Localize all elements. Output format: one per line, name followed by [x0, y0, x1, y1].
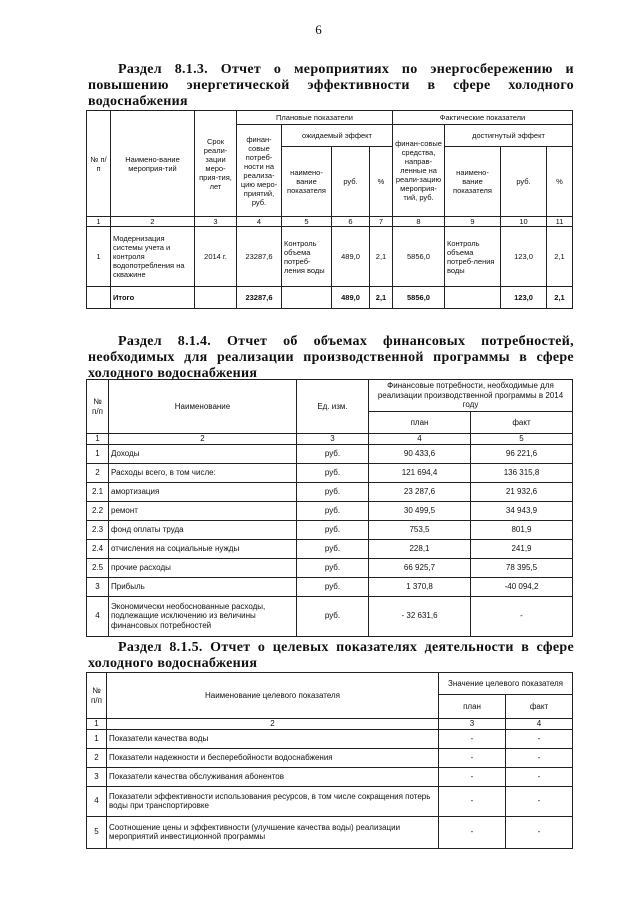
header-rub: руб. — [332, 147, 370, 217]
title-line: необходимых для реализации производственной программы в сфере — [88, 350, 574, 365]
cell-fact-indicator: Контроль объема потреб-ления воды — [445, 227, 501, 287]
cell-name: Показатели надежности и бесперебойности водоснабжения — [107, 748, 439, 767]
cell-unit: руб. — [297, 596, 369, 636]
cell-fact: 136 315,8 — [471, 463, 573, 482]
energy-saving-report-table — [86, 110, 573, 309]
cell-name: Расходы всего, в том числе: — [109, 463, 297, 482]
table-row — [87, 520, 573, 539]
cell-plan: 1 370,8 — [369, 577, 471, 596]
cell-plan: 228,1 — [369, 539, 471, 558]
cell-name: Соотношение цены и эффективности (улучшение качества воды) реализации мероприятий инвестиционной программы — [107, 816, 439, 848]
cell-unit: руб. — [297, 501, 369, 520]
cell-plan-pct: 2,1 — [370, 227, 393, 287]
total-plan-rub: 489,0 — [332, 287, 370, 309]
cell-fact-fin: 5856,0 — [393, 227, 445, 287]
col-number: 8 — [393, 217, 445, 227]
col-number: 1 — [87, 719, 107, 730]
table-row — [87, 577, 573, 596]
col-number: 9 — [445, 217, 501, 227]
cell-plan: 23 287,6 — [369, 482, 471, 501]
col-number: 2 — [109, 434, 297, 445]
cell-unit: руб. — [297, 463, 369, 482]
cell-fact: - — [506, 816, 573, 848]
total-fact-rub: 123,0 — [501, 287, 547, 309]
col-number: 6 — [332, 217, 370, 227]
table-row — [87, 539, 573, 558]
cell-unit: руб. — [297, 577, 369, 596]
col-number: 4 — [506, 719, 573, 730]
total-label: Итого — [111, 287, 195, 309]
section-8-1-4-title — [88, 334, 574, 382]
header-fin-needs: Финансовые потребности, необходимые для реализации производственной программы в 2014 году — [369, 380, 573, 412]
header-ind-name: наимено-вание показателя — [282, 147, 332, 217]
cell-num: 2.1 — [87, 482, 109, 501]
col-number: 5 — [471, 434, 573, 445]
cell-plan: - — [439, 816, 506, 848]
cell-num: 2.3 — [87, 520, 109, 539]
cell-plan: - — [439, 786, 506, 816]
title-line: холодного водоснабжения — [88, 656, 258, 671]
cell-plan: 90 433,6 — [369, 444, 471, 463]
cell-unit: руб. — [297, 482, 369, 501]
cell-fact-rub: 123,0 — [501, 227, 547, 287]
total-row — [87, 287, 573, 309]
header-num: № п/п — [87, 673, 107, 719]
page-number: 6 — [315, 22, 322, 37]
header-planned: Плановые показатели — [237, 111, 393, 125]
title-line: Раздел 8.1.4. Отчет об объемах финансовых потребностей, — [118, 334, 574, 349]
cell-fact: - — [506, 729, 573, 748]
table-row — [87, 596, 573, 636]
cell-name: Показатели качества обслуживания абонентов — [107, 767, 439, 786]
cell-term: 2014 г. — [195, 227, 237, 287]
cell-plan-rub: 489,0 — [332, 227, 370, 287]
cell-fact: -40 094,2 — [471, 577, 573, 596]
column-numbers-row — [87, 719, 573, 730]
col-number: 1 — [87, 217, 111, 227]
header-actual-fin: финан-совые средства, направ-ленные на реали-зацию мероприя-тий, руб. — [393, 125, 445, 217]
cell-name: Доходы — [109, 444, 297, 463]
cell-name: фонд оплаты труда — [109, 520, 297, 539]
header-fact: факт — [506, 695, 573, 719]
table-row — [87, 786, 573, 816]
cell-num: 3 — [87, 767, 107, 786]
section-8-1-5-title — [88, 640, 574, 672]
header-unit: Ед. изм. — [297, 380, 369, 434]
cell-num: 1 — [87, 729, 107, 748]
header-ind-name-2: наимено-вание показателя — [445, 147, 501, 217]
cell-unit: руб. — [297, 558, 369, 577]
header-plan-fin: финан-совые потреб-ности на реализа-цию меро-приятий, руб. — [237, 125, 282, 217]
cell-num: 3 — [87, 577, 109, 596]
table-row — [87, 501, 573, 520]
total-fact-pct: 2,1 — [547, 287, 573, 309]
cell-name: Экономически необоснованные расходы, подлежащие исключению из величины финансовых потребностей — [109, 596, 297, 636]
section-8-1-3-title — [88, 62, 574, 110]
cell-name: Показатели эффективности использования ресурсов, в том числе сокращения потерь воды при транспортировке — [107, 786, 439, 816]
table-row — [87, 767, 573, 786]
cell-plan: - — [439, 767, 506, 786]
header-num: № п/п — [87, 380, 109, 434]
col-number: 3 — [297, 434, 369, 445]
table-row — [87, 482, 573, 501]
title-line: водоснабжения — [88, 94, 188, 109]
header-rub-2: руб. — [501, 147, 547, 217]
header-fact: факт — [471, 412, 573, 434]
cell-fact: 241,9 — [471, 539, 573, 558]
header-pct: % — [370, 147, 393, 217]
cell-fact: - — [471, 596, 573, 636]
table-row — [87, 227, 573, 287]
col-number: 2 — [111, 217, 195, 227]
cell-plan-fin: 23287,6 — [237, 227, 282, 287]
header-achieved: достигнутый эффект — [445, 125, 573, 147]
cell-fact: 801,9 — [471, 520, 573, 539]
total-plan-pct: 2,1 — [370, 287, 393, 309]
header-plan: план — [439, 695, 506, 719]
cell-plan: 66 925,7 — [369, 558, 471, 577]
target-indicators-table — [86, 672, 573, 849]
header-name: Наименование целевого показателя — [107, 673, 439, 719]
cell-name: ремонт — [109, 501, 297, 520]
table-row — [87, 558, 573, 577]
title-line: Раздел 8.1.5. Отчет о целевых показателях деятельности в сфере — [118, 640, 574, 655]
cell-fact-pct: 2,1 — [547, 227, 573, 287]
cell-fact: 78 395,5 — [471, 558, 573, 577]
header-term: Срок реали-зации меро-прия-тия, лет — [195, 111, 237, 217]
cell-plan: - — [439, 748, 506, 767]
col-number: 3 — [195, 217, 237, 227]
table-row — [87, 444, 573, 463]
cell-unit: руб. — [297, 539, 369, 558]
col-number: 4 — [237, 217, 282, 227]
title-line: Раздел 8.1.3. Отчет о мероприятиях по энергосбережению и — [118, 62, 574, 77]
cell-name: Модернизация системы учета и контроля водопотребления на скважине — [111, 227, 195, 287]
cell-fact: 21 932,6 — [471, 482, 573, 501]
header-name: Наимено-вание мероприя-тий — [111, 111, 195, 217]
title-line: холодного водоснабжения — [88, 366, 258, 381]
cell-num: 2.4 — [87, 539, 109, 558]
header-expected: ожидаемый эффект — [282, 125, 393, 147]
cell-plan: 30 499,5 — [369, 501, 471, 520]
column-numbers-row — [87, 434, 573, 445]
table-row — [87, 748, 573, 767]
cell-name: отчисления на социальные нужды — [109, 539, 297, 558]
col-number: 5 — [282, 217, 332, 227]
col-number: 11 — [547, 217, 573, 227]
column-numbers-row — [87, 217, 573, 227]
cell-fact: 96 221,6 — [471, 444, 573, 463]
header-name: Наименование — [109, 380, 297, 434]
cell-name: прочие расходы — [109, 558, 297, 577]
cell-num: 5 — [87, 816, 107, 848]
cell-name: амортизация — [109, 482, 297, 501]
col-number: 10 — [501, 217, 547, 227]
table-row — [87, 816, 573, 848]
total-fact-fin: 5856,0 — [393, 287, 445, 309]
cell-num: 4 — [87, 596, 109, 636]
financial-needs-table — [86, 379, 573, 637]
cell-plan: - 32 631,6 — [369, 596, 471, 636]
cell-plan: 121 694,4 — [369, 463, 471, 482]
header-num: № п/п — [87, 111, 111, 217]
cell-num: 2 — [87, 463, 109, 482]
cell-fact: 34 943,9 — [471, 501, 573, 520]
col-number: 4 — [369, 434, 471, 445]
cell-num: 1 — [87, 227, 111, 287]
table-row — [87, 463, 573, 482]
cell-num: 2.5 — [87, 558, 109, 577]
cell-name: Прибыль — [109, 577, 297, 596]
col-number: 7 — [370, 217, 393, 227]
cell-fact: - — [506, 786, 573, 816]
col-number: 1 — [87, 434, 109, 445]
cell-plan-indicator: Контроль объема потреб-ления воды — [282, 227, 332, 287]
header-value: Значение целевого показателя — [439, 673, 573, 695]
cell-unit: руб. — [297, 444, 369, 463]
cell-plan: - — [439, 729, 506, 748]
col-number: 2 — [107, 719, 439, 730]
cell-name: Показатели качества воды — [107, 729, 439, 748]
cell-num: 1 — [87, 444, 109, 463]
title-line: повышению энергетической эффективности в сфере холодного — [88, 78, 574, 93]
cell-plan: 753,5 — [369, 520, 471, 539]
cell-num: 4 — [87, 786, 107, 816]
table-row — [87, 729, 573, 748]
header-pct-2: % — [547, 147, 573, 217]
total-plan-fin: 23287,6 — [237, 287, 282, 309]
header-actual: Фактические показатели — [393, 111, 573, 125]
header-plan: план — [369, 412, 471, 434]
cell-fact: - — [506, 767, 573, 786]
cell-fact: - — [506, 748, 573, 767]
cell-num: 2 — [87, 748, 107, 767]
cell-num: 2.2 — [87, 501, 109, 520]
cell-unit: руб. — [297, 520, 369, 539]
col-number: 3 — [439, 719, 506, 730]
